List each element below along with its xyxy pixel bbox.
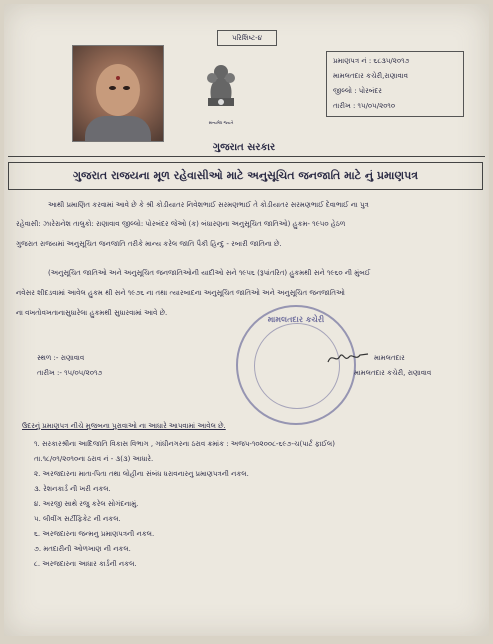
documents-heading: ઉદરનું પ્રમાણપત્ર નીચે મુજબના પુરાવાઓ ના આધારે આપવામાં આવેલ છે. bbox=[22, 422, 226, 430]
photo-shirt bbox=[85, 116, 151, 141]
certificate-number: પ્રમાણપત્ર નં : ૬૮૩૫/૨૦૧૭ bbox=[333, 57, 410, 65]
signatory-office: મામલતદાર કચેરી, રાણાવાવ bbox=[354, 369, 432, 377]
certificate-page bbox=[4, 4, 489, 636]
document-item: ૭. મતદારીની ઓળખાણ ની નકલ. bbox=[34, 545, 131, 553]
body-line: નવેસર શીદડવામાં આવેલ હુકમ થી સને ૧૯૭૬ ના તથા ત્યારબાદના અનુસૂચિત જાતિઓ અને અનુસૂચિત જનજાતિઓ bbox=[16, 289, 345, 297]
signature bbox=[326, 350, 370, 366]
document-item: ૫. લીવીંગ સર્ટીફિકેટ ની નકલ. bbox=[34, 515, 121, 523]
signatory-title: મામલતદાર bbox=[374, 354, 405, 362]
document-item: ૧. સરકારશ્રીના આદિજાતિ વિકાસ વિભાગ , ગાંધીનગરના ઠરાવ ક્રમાંક : અજપ-૧૦૨૦૦૮-૬૯૭-ચ(પાર્ટ ફાઈલ) bbox=[34, 440, 335, 448]
applicant-photo bbox=[72, 45, 164, 142]
document-item: ૬. અરજદારના જન્મનુ પ્રમાણપત્રની નકલ. bbox=[34, 530, 155, 538]
body-line: ગુજરાત રાજયમાં અનુસૂચિત જનજાતિ તરીકે માન્ય કરેલ જાતિ પૈકી હિન્દુ - રબારી જાતિના છે. bbox=[16, 240, 282, 248]
document-item: ૨. અરજદારના માતા-પિતા તથા લોહીના સંબંધ ધરાવનારનુ પ્રમાણપત્રની નકલ. bbox=[34, 470, 249, 478]
document-item: ૩. રેશનકાર્ડ ની ખરી નકલ. bbox=[34, 485, 111, 493]
issuing-office: મામલતદાર કચેરી,રાણાવાવ bbox=[333, 72, 408, 80]
district-line: જીલ્લો : પોરબંદર bbox=[333, 87, 382, 95]
seal-inner-ring bbox=[254, 323, 340, 409]
photo-eye-right bbox=[123, 86, 130, 90]
photo-eye-left bbox=[109, 86, 116, 90]
date-line: તારીખ :- ૧૫/૦૫/૨૦૧૭ bbox=[37, 369, 103, 377]
seal-text: મામલતદાર કચેરી bbox=[267, 315, 325, 324]
body-line: રહેવાસી: ઝારેરાનેશ તાલુકો: રાણાવાવ જીલ્લો: પોરબંદર જેઓ (ક) બંધારણના અનુસૂચિત જાતિઓ) હુકમ- ૧૯૫૦ હેઠળ bbox=[16, 220, 346, 228]
document-item: ૪. અરજી સાથે રજુ કરેલ સોગંદનામું. bbox=[34, 500, 139, 508]
body-line: (અનુસૂચિત જાતિઓ અને અનુસૂચિત જનજાતિઓની યાદીઓ સને ૧૯૫૬ (રૂપાંતરિત) હુકમથી સને ૧૯૬૦ ની મુંબઈ bbox=[48, 269, 371, 277]
photo-tilak bbox=[116, 76, 120, 80]
divider bbox=[8, 156, 485, 157]
body-line: આથી પ્રમાણિત કરવામાં આવે છે કે શ્રી કોડીયાતર નિવેશભાઈ સરમણભાઈ તે કોડીયાતર સરમણભાઈ દેવાભાઈ ના પુત્ર bbox=[48, 201, 369, 209]
certificate-title: ગુજરાત રાજયના મૂળ રહેવાસીઓ માટે અનુસૂચિત જનજાતિ માટે નું પ્રમાણપત્ર bbox=[8, 162, 483, 190]
emblem-motto: સત્યમેવ જયતે bbox=[208, 120, 234, 125]
national-emblem-icon bbox=[199, 58, 243, 120]
reference-box bbox=[326, 51, 464, 117]
document-item: ૮. અરજદારના આધાર કાર્ડની નકલ. bbox=[34, 560, 137, 568]
place-line: સ્થળ :- રાણાવાવ bbox=[37, 354, 85, 362]
annex-label: પરિશિષ્ટ-૪ bbox=[217, 30, 277, 46]
gujarat-government-label: ગુજરાત સરકાર bbox=[212, 142, 276, 153]
photo-face bbox=[96, 64, 140, 116]
issue-date: તારીખ : ૧૫/૦૫/૨૦૧૦ bbox=[333, 102, 396, 110]
body-line: ના વખતોવખતાનાસુધારેલા હુકમથી સુધારવામાં આવે છે. bbox=[16, 309, 168, 317]
document-item: તા.૧૮/૦૧/૨૦૧૦ના ઠરાવ નં - ૩(૩) આધારે. bbox=[34, 455, 154, 463]
